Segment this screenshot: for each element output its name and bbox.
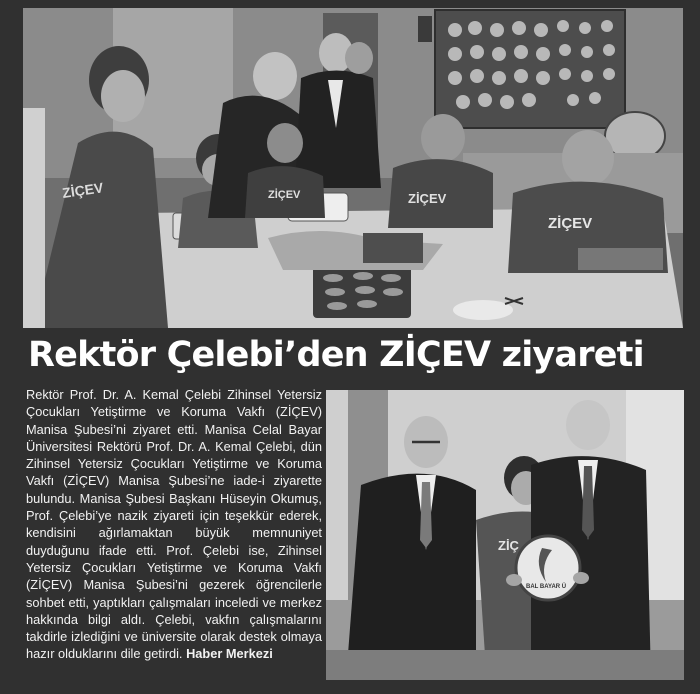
plaque	[516, 536, 580, 600]
article-body	[26, 386, 322, 686]
boy-shirt-text: ZİÇ	[498, 538, 519, 553]
crafts-board	[435, 10, 625, 128]
article-headline: Rektör Çelebi’den ZİÇEV ziyareti	[28, 335, 644, 375]
svg-text:ZİÇEV: ZİÇEV	[268, 189, 301, 201]
svg-text:ZİÇEV: ZİÇEV	[408, 191, 447, 206]
visit-photo-classroom	[23, 8, 683, 328]
article-body-text: Rektör Prof. Dr. A. Kemal Çelebi Zihinsel Yetersiz Çocukları Yetiştirme ve Koruma Vakfı (ZİÇEV) Manisa Şubesi’ni ziyaret etti. Manisa Celal Bayar Üniversitesi Rektörü Prof. Dr. A. Kemal Çelebi, dün Zihinsel Yetersiz Çocukları Yetiştirme ve Koruma Vakfı (ZİÇEV) Manisa Şubesi’ne iade-i ziyarette bulundu. Manisa Şubesi Başkanı Hüseyin Okumuş, Prof. Çelebi’ye nazik ziyareti için teşekkür ederek, kendisini ağırlamaktan büyük memnuniyet duyduğunu ifade etti. Prof. Çelebi ise, Zihinsel Yetersiz Çocukları Yetiştirme ve Koruma Vakfı (ZİÇEV) Manisa Şubesi’ni gezerek öğrencilerle sohbet etti, yaptıkları çalışmaları inceledi ve merkez hakkında bilgi aldı. Çelebi, vakfın çalışmalarını takdirle izlediğini ve üniversite olarak destek olmaya hazır olduklarını dile getirdi.	[26, 387, 322, 662]
article-credit: Haber Merkezi	[186, 646, 273, 662]
portrait-photo-drawing	[326, 390, 684, 680]
classroom-photo-drawing	[23, 8, 683, 328]
svg-text:ZİÇEV: ZİÇEV	[61, 179, 105, 201]
svg-text:ZİÇEV: ZİÇEV	[548, 215, 593, 232]
plaque-text: BAL BAYAR Ü	[526, 584, 567, 590]
visit-photo-portrait	[326, 390, 684, 680]
